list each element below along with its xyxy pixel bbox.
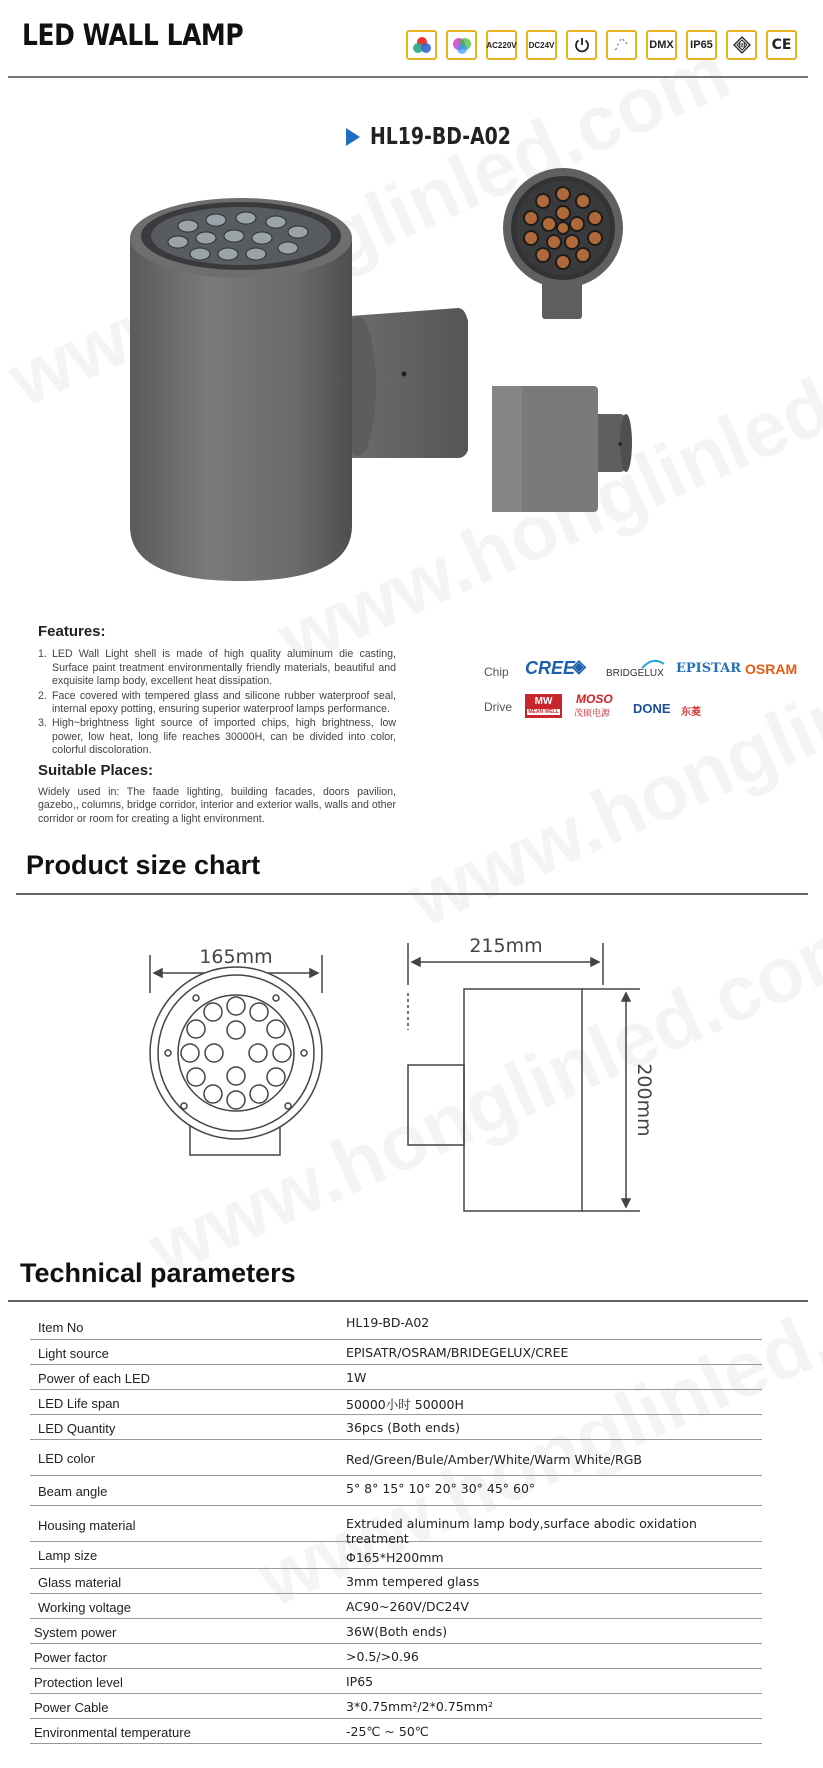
suitable-places-text: Widely used in: The faade lighting, building facades, doors pavilion, gazebo,, columns, bridge corridor, interior and exterior walls, walls and other corridor or room for creating a light environment. xyxy=(38,786,396,825)
product-main-image xyxy=(128,196,468,586)
epistar-logo: EPISTAR xyxy=(676,661,742,676)
done-logo: DONE xyxy=(633,701,671,716)
drive-label: Drive xyxy=(484,700,513,714)
height-label: 200mm xyxy=(633,1063,655,1137)
model-heading xyxy=(346,124,542,150)
table-row: System power 36W(Both ends) xyxy=(30,1619,762,1644)
meanwell-logo: MW MEAN WELL xyxy=(525,694,562,718)
model-code: HL19-BD-A02 xyxy=(370,124,511,150)
bridgelux-arc-icon xyxy=(640,656,666,670)
done-chinese-logo: 东菱 xyxy=(681,707,701,718)
table-row: Beam angle 5° 8° 15° 10° 20° 30° 45° 60° xyxy=(30,1476,762,1506)
table-row: Housing material Extruded aluminum lamp body,surface abodic oxidation treatment xyxy=(30,1506,762,1542)
list-item: 1. LED Wall Light shell is made of high quality aluminum die casting, Surface paint treatment environmentally friendly materials, beautiful and exquisite lamp body, excellent heat dissipation. xyxy=(38,648,396,688)
table-row: Power of each LED 1W xyxy=(30,1365,762,1390)
table-row: Glass material 3mm tempered glass xyxy=(30,1569,762,1594)
table-row: LED color Red/Green/Bule/Amber/White/Warm White/RGB xyxy=(30,1440,762,1476)
table-row: LED Life span 50000小时 50000H xyxy=(30,1390,762,1415)
dimmer-icon xyxy=(606,30,637,60)
table-row: Environmental temperature -25℃ ~ 50℃ xyxy=(30,1719,762,1744)
cree-arrow-icon: ◈ xyxy=(572,656,586,676)
size-chart-title: Product size chart xyxy=(26,850,261,880)
features-section xyxy=(38,625,396,826)
table-row: Working voltage AC90~260V/DC24V xyxy=(30,1594,762,1619)
table-row: Power Cable 3*0.75mm²/2*0.75mm² xyxy=(30,1694,762,1719)
ac-voltage-icon: AC220V xyxy=(486,30,517,60)
tech-params-divider xyxy=(8,1300,808,1302)
svg-text:III: III xyxy=(738,42,745,50)
tech-params-table xyxy=(30,1310,762,1744)
ce-mark-icon: CE xyxy=(766,30,797,60)
table-row: Protection level IP65 xyxy=(30,1669,762,1694)
watermark xyxy=(395,546,823,945)
osram-logo: OSRAM xyxy=(745,661,798,677)
table-row: Item No HL19-BD-A02 xyxy=(30,1310,762,1340)
product-side-image xyxy=(488,384,636,514)
ip-rating-icon: IP65 xyxy=(686,30,717,60)
dimension-drawing xyxy=(140,935,660,1220)
page-header xyxy=(0,0,823,80)
table-row: Light source EPISATR/OSRAM/BRIDEGELUX/CREE xyxy=(30,1340,762,1365)
power-icon xyxy=(566,30,597,60)
triangle-marker-icon xyxy=(346,128,360,146)
table-row: Lamp size Φ165*H200mm xyxy=(30,1542,762,1569)
dc-voltage-icon: DC24V xyxy=(526,30,557,60)
bridgelux-logo: BRIDGELUX xyxy=(606,668,664,679)
moso-logo: MOSO xyxy=(576,692,613,706)
features-list xyxy=(38,648,396,757)
product-front-image xyxy=(498,166,628,321)
header-divider xyxy=(8,76,808,78)
color-mix-icon xyxy=(446,30,477,60)
chip-label: Chip xyxy=(484,665,509,679)
feature-icon-strip xyxy=(406,30,797,60)
cree-logo: CREE xyxy=(525,658,576,678)
page-title: LED WALL LAMP xyxy=(22,18,244,52)
tech-params-title: Technical parameters xyxy=(20,1258,296,1288)
suitable-places-heading: Suitable Places: xyxy=(38,761,154,779)
diameter-label: 165mm xyxy=(199,946,273,968)
list-item: 2. Face covered with tempered glass and silicone rubber waterproof seal, internal epoxy potting, ensuring superior waterproof lamps performance. xyxy=(38,689,396,716)
features-heading: Features: xyxy=(38,623,106,640)
class-iii-icon xyxy=(726,30,757,60)
dmx-icon: DMX xyxy=(646,30,677,60)
depth-label: 215mm xyxy=(469,935,543,957)
rgb-color-icon xyxy=(406,30,437,60)
size-chart-divider xyxy=(16,893,808,895)
table-row: Power factor >0.5/>0.96 xyxy=(30,1644,762,1669)
list-item: 3. High~brightness light source of imported chips, high brightness, low power, low heat, long life reaches 30000H, can be divided into color, colorful discoloration. xyxy=(38,717,396,757)
table-row: LED Quantity 36pcs (Both ends) xyxy=(30,1415,762,1440)
moso-chinese-logo: 茂硕电源 xyxy=(574,708,611,718)
